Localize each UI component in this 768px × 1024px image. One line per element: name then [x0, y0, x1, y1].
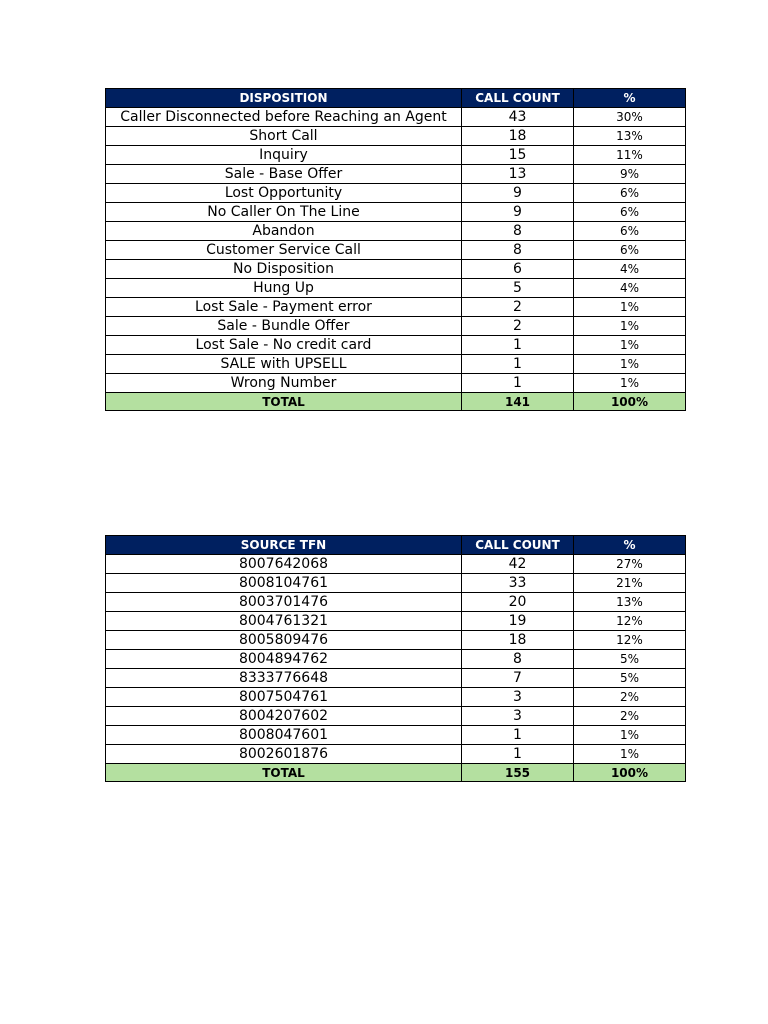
disposition-cell: Short Call [106, 127, 462, 146]
total-percent: 100% [574, 764, 686, 782]
source-tfn-table-footer [106, 764, 686, 782]
disposition-cell: Sale - Bundle Offer [106, 317, 462, 336]
table-row [106, 688, 686, 707]
percent-column-header: % [574, 536, 686, 555]
total-call-count: 141 [462, 393, 574, 411]
table-row [106, 612, 686, 631]
percent-cell: 13% [574, 593, 686, 612]
call-count-cell: 6 [462, 260, 574, 279]
disposition-cell: Caller Disconnected before Reaching an Agent [106, 108, 462, 127]
call-count-cell: 18 [462, 127, 574, 146]
disposition-cell: Customer Service Call [106, 241, 462, 260]
call-count-cell: 9 [462, 184, 574, 203]
total-label: TOTAL [106, 393, 462, 411]
table-row [106, 317, 686, 336]
source-tfn-cell: 8005809476 [106, 631, 462, 650]
source-tfn-cell: 8333776648 [106, 669, 462, 688]
call-count-column-header: CALL COUNT [462, 89, 574, 108]
disposition-table-header [106, 89, 686, 108]
call-count-cell: 9 [462, 203, 574, 222]
percent-cell: 6% [574, 241, 686, 260]
call-count-cell: 1 [462, 745, 574, 764]
percent-cell: 1% [574, 336, 686, 355]
disposition-cell: SALE with UPSELL [106, 355, 462, 374]
table-row [106, 669, 686, 688]
call-count-cell: 8 [462, 650, 574, 669]
source-tfn-cell: 8003701476 [106, 593, 462, 612]
table-row [106, 222, 686, 241]
call-count-cell: 42 [462, 555, 574, 574]
table-row [106, 108, 686, 127]
source-tfn-cell: 8002601876 [106, 745, 462, 764]
header-row [106, 89, 686, 108]
table-row [106, 726, 686, 745]
call-count-cell: 20 [462, 593, 574, 612]
call-count-cell: 13 [462, 165, 574, 184]
percent-cell: 6% [574, 222, 686, 241]
total-call-count: 155 [462, 764, 574, 782]
disposition-cell: Lost Opportunity [106, 184, 462, 203]
percent-cell: 21% [574, 574, 686, 593]
call-count-cell: 1 [462, 726, 574, 745]
source-tfn-column-header: SOURCE TFN [106, 536, 462, 555]
call-count-cell: 2 [462, 298, 574, 317]
table-row [106, 355, 686, 374]
table-row [106, 593, 686, 612]
call-count-cell: 5 [462, 279, 574, 298]
percent-cell: 12% [574, 612, 686, 631]
table-row [106, 203, 686, 222]
table-row [106, 574, 686, 593]
source-tfn-table [105, 535, 686, 782]
disposition-cell: Lost Sale - Payment error [106, 298, 462, 317]
table-row [106, 745, 686, 764]
total-percent: 100% [574, 393, 686, 411]
table-row [106, 184, 686, 203]
percent-column-header: % [574, 89, 686, 108]
percent-cell: 1% [574, 374, 686, 393]
percent-cell: 30% [574, 108, 686, 127]
percent-cell: 6% [574, 184, 686, 203]
call-count-cell: 7 [462, 669, 574, 688]
disposition-column-header: DISPOSITION [106, 89, 462, 108]
source-tfn-cell: 8004894762 [106, 650, 462, 669]
disposition-cell: Wrong Number [106, 374, 462, 393]
call-count-cell: 33 [462, 574, 574, 593]
table-row [106, 374, 686, 393]
call-count-cell: 18 [462, 631, 574, 650]
source-tfn-cell: 8004761321 [106, 612, 462, 631]
table-row [106, 707, 686, 726]
disposition-cell: Sale - Base Offer [106, 165, 462, 184]
call-count-cell: 1 [462, 355, 574, 374]
call-count-cell: 8 [462, 222, 574, 241]
table-row [106, 241, 686, 260]
source-tfn-cell: 8007504761 [106, 688, 462, 707]
call-count-column-header: CALL COUNT [462, 536, 574, 555]
percent-cell: 2% [574, 688, 686, 707]
percent-cell: 5% [574, 669, 686, 688]
total-label: TOTAL [106, 764, 462, 782]
percent-cell: 5% [574, 650, 686, 669]
table-row [106, 555, 686, 574]
source-tfn-table-body [106, 555, 686, 764]
percent-cell: 1% [574, 317, 686, 336]
table-row [106, 631, 686, 650]
call-count-cell: 1 [462, 336, 574, 355]
source-tfn-cell: 8007642068 [106, 555, 462, 574]
call-count-cell: 15 [462, 146, 574, 165]
table-row [106, 127, 686, 146]
disposition-cell: Lost Sale - No credit card [106, 336, 462, 355]
percent-cell: 13% [574, 127, 686, 146]
source-tfn-cell: 8004207602 [106, 707, 462, 726]
disposition-cell: No Caller On The Line [106, 203, 462, 222]
call-count-cell: 8 [462, 241, 574, 260]
disposition-table [105, 88, 686, 411]
percent-cell: 1% [574, 726, 686, 745]
table-row [106, 336, 686, 355]
call-count-cell: 3 [462, 707, 574, 726]
header-row [106, 536, 686, 555]
disposition-cell: Inquiry [106, 146, 462, 165]
disposition-cell: No Disposition [106, 260, 462, 279]
disposition-table-footer [106, 393, 686, 411]
disposition-table-body [106, 108, 686, 393]
table-row [106, 650, 686, 669]
source-tfn-table-header [106, 536, 686, 555]
total-row [106, 393, 686, 411]
percent-cell: 4% [574, 279, 686, 298]
call-count-cell: 2 [462, 317, 574, 336]
disposition-cell: Hung Up [106, 279, 462, 298]
percent-cell: 12% [574, 631, 686, 650]
percent-cell: 9% [574, 165, 686, 184]
percent-cell: 1% [574, 355, 686, 374]
table-row [106, 165, 686, 184]
percent-cell: 4% [574, 260, 686, 279]
percent-cell: 1% [574, 298, 686, 317]
table-row [106, 146, 686, 165]
percent-cell: 1% [574, 745, 686, 764]
percent-cell: 6% [574, 203, 686, 222]
call-count-cell: 43 [462, 108, 574, 127]
table-row [106, 260, 686, 279]
table-row [106, 298, 686, 317]
disposition-cell: Abandon [106, 222, 462, 241]
call-count-cell: 1 [462, 374, 574, 393]
source-tfn-cell: 8008047601 [106, 726, 462, 745]
call-count-cell: 3 [462, 688, 574, 707]
table-row [106, 279, 686, 298]
call-count-cell: 19 [462, 612, 574, 631]
percent-cell: 27% [574, 555, 686, 574]
total-row [106, 764, 686, 782]
percent-cell: 11% [574, 146, 686, 165]
percent-cell: 2% [574, 707, 686, 726]
source-tfn-cell: 8008104761 [106, 574, 462, 593]
